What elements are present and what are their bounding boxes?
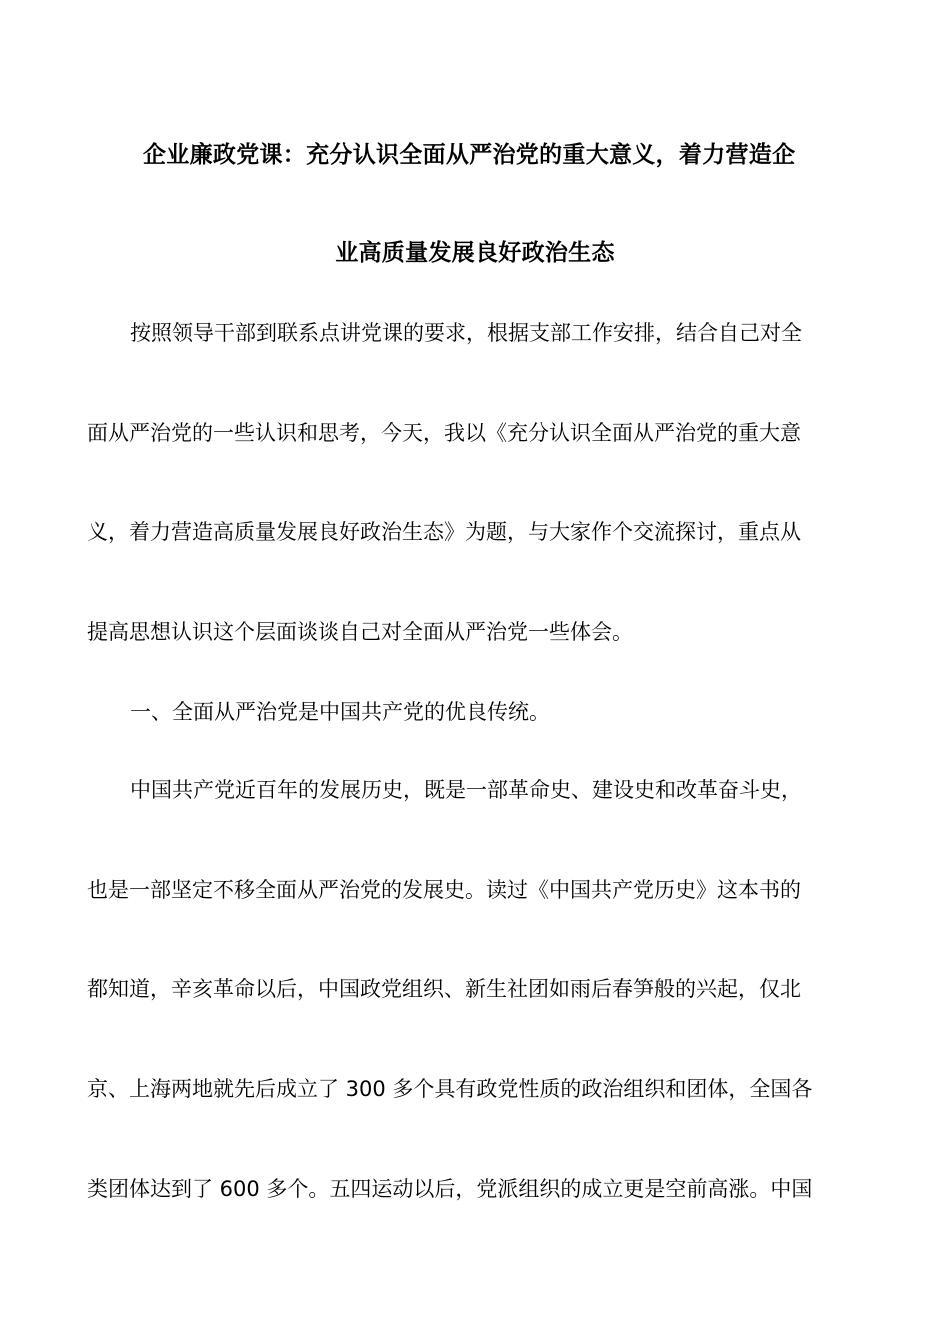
paragraph-line: 京、上海两地就先后成立了 300 多个具有政党性质的政治组织和团体，全国各 <box>87 1077 813 1101</box>
paragraph-line: 按照领导干部到联系点讲党课的要求，根据支部工作安排，结合自己对全 <box>130 321 802 345</box>
document-title-line-1: 企业廉政党课：充分认识全面从严治党的重大意义，着力营造企 <box>143 142 796 168</box>
paragraph-line: 义，着力营造高质量发展良好政治生态》为题，与大家作个交流探讨，重点从 <box>87 520 801 544</box>
paragraph-line: 中国共产党近百年的发展历史，既是一部革命史、建设史和改革奋斗史， <box>130 778 802 802</box>
section-heading: 一、全面从严治党是中国共产党的优良传统。 <box>130 700 550 724</box>
paragraph-line: 都知道，辛亥革命以后，中国政党组织、新生社团如雨后春笋般的兴起，仅北 <box>87 977 801 1001</box>
paragraph-line: 类团体达到了 600 多个。五四运动以后，党派组织的成立更是空前高涨。中国 <box>87 1177 813 1201</box>
paragraph-line: 面从严治党的一些认识和思考，今天，我以《充分认识全面从严治党的重大意 <box>87 421 801 445</box>
document-title-line-2: 业高质量发展良好政治生态 <box>335 240 615 266</box>
paragraph-line: 也是一部坚定不移全面从严治党的发展史。读过《中国共产党历史》这本书的 <box>87 878 801 902</box>
paragraph-line: 提高思想认识这个层面谈谈自己对全面从严治党一些体会。 <box>87 620 633 644</box>
